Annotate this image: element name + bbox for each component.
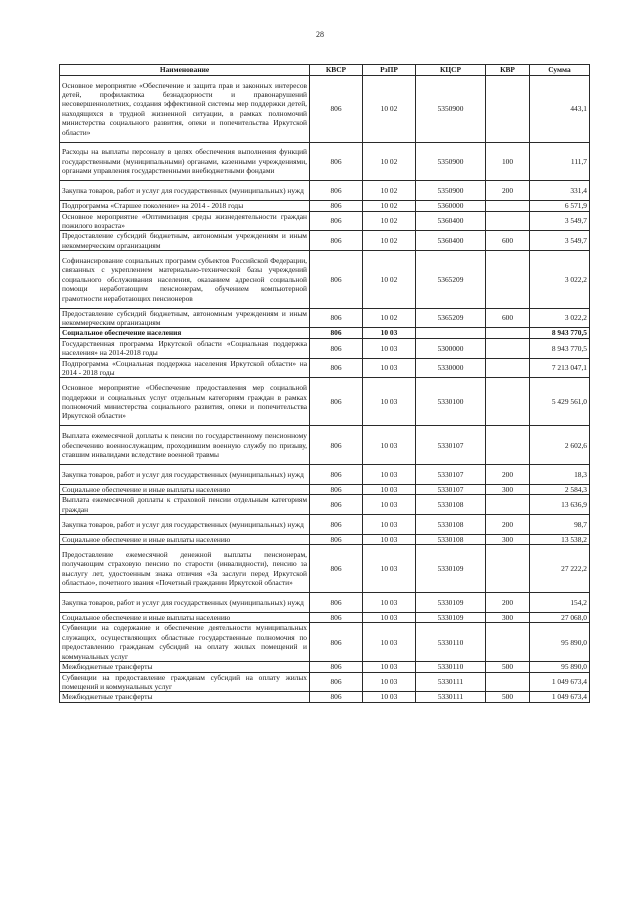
row-name: Социальное обеспечение населения [60, 328, 310, 338]
row-name: Выплата ежемесячной доплаты к страховой пенсии отдельным категориям граждан [60, 495, 310, 515]
row-kvsr: 806 [310, 76, 363, 143]
row-name: Основное мероприятие «Оптимизация среды жизнедеятельности граждан пожилого возраста» [60, 211, 310, 231]
table-row [60, 545, 590, 593]
row-kvsr: 806 [310, 692, 363, 702]
table-row [60, 495, 590, 515]
row-kvr: 300 [486, 613, 530, 623]
row-kvsr: 806 [310, 426, 363, 465]
row-sum: 13 538,2 [530, 534, 590, 544]
row-rzpr: 10 03 [363, 465, 416, 485]
row-kvsr: 806 [310, 593, 363, 613]
row-kcsr: 5330108 [416, 515, 486, 535]
row-kvr: 600 [486, 308, 530, 328]
row-kvr: 200 [486, 181, 530, 201]
row-kvr [486, 201, 530, 211]
row-kvr: 100 [486, 142, 530, 181]
table-row [60, 378, 590, 426]
row-kcsr: 5330107 [416, 465, 486, 485]
row-kvr [486, 251, 530, 308]
row-name: Социальное обеспечение и иные выплаты населению [60, 613, 310, 623]
row-kvsr: 806 [310, 211, 363, 231]
row-name: Подпрограмма «Социальная поддержка населения Иркутской области» на 2014 - 2018 годы [60, 358, 310, 378]
row-kcsr: 5350900 [416, 142, 486, 181]
row-kvr [486, 672, 530, 692]
row-kvr: 300 [486, 484, 530, 494]
row-sum: 8 943 770,5 [530, 328, 590, 338]
row-rzpr: 10 03 [363, 338, 416, 358]
row-kcsr: 5330108 [416, 534, 486, 544]
table-row [60, 534, 590, 544]
row-rzpr: 10 02 [363, 231, 416, 251]
table-row [60, 328, 590, 338]
row-sum: 13 636,9 [530, 495, 590, 515]
row-rzpr: 10 03 [363, 495, 416, 515]
table-row [60, 142, 590, 181]
row-name: Межбюджетные трансферты [60, 692, 310, 702]
table-row [60, 251, 590, 308]
row-name: Межбюджетные трансферты [60, 662, 310, 672]
header-rzpr: РзПР [363, 65, 416, 76]
row-rzpr: 10 02 [363, 181, 416, 201]
row-kcsr [416, 328, 486, 338]
row-sum: 98,7 [530, 515, 590, 535]
row-name: Субвенции на содержание и обеспечение деятельности муниципальных служащих, осуществляющих областные государственные полномочия по предоставлению гражданам субсидий на оплату жилых помещений и коммунальных услуг [60, 623, 310, 662]
table-row [60, 692, 590, 702]
row-sum: 27 068,0 [530, 613, 590, 623]
row-rzpr: 10 03 [363, 613, 416, 623]
row-kvr: 200 [486, 465, 530, 485]
row-kvsr: 806 [310, 231, 363, 251]
row-sum: 1 049 673,4 [530, 692, 590, 702]
row-kcsr: 5360400 [416, 211, 486, 231]
row-name: Государственная программа Иркутской области «Социальная поддержка населения» на 2014-2018 годы [60, 338, 310, 358]
table-row [60, 211, 590, 231]
row-kvsr: 806 [310, 672, 363, 692]
table-row [60, 613, 590, 623]
row-name: Предоставление субсидий бюджетным, автономным учреждениям и иным некоммерческим организациям [60, 308, 310, 328]
row-kcsr: 5360000 [416, 201, 486, 211]
row-kcsr: 5300000 [416, 338, 486, 358]
row-name: Подпрограмма «Старшее поколение» на 2014 - 2018 годы [60, 201, 310, 211]
row-kvsr: 806 [310, 142, 363, 181]
row-sum: 27 222,2 [530, 545, 590, 593]
row-kvsr: 806 [310, 662, 363, 672]
row-sum: 111,7 [530, 142, 590, 181]
row-kvsr: 806 [310, 328, 363, 338]
row-name: Закупка товаров, работ и услуг для государственных (муниципальных) нужд [60, 593, 310, 613]
row-rzpr: 10 02 [363, 76, 416, 143]
table-row [60, 201, 590, 211]
row-kvr [486, 495, 530, 515]
row-kcsr: 5330107 [416, 426, 486, 465]
row-rzpr: 10 02 [363, 142, 416, 181]
table-row [60, 515, 590, 535]
table-row [60, 623, 590, 662]
table-row [60, 662, 590, 672]
row-kvsr: 806 [310, 251, 363, 308]
row-rzpr: 10 03 [363, 358, 416, 378]
row-kcsr: 5330111 [416, 672, 486, 692]
row-name: Предоставление субсидий бюджетным, автономным учреждениям и иным некоммерческим организациям [60, 231, 310, 251]
row-kvsr: 806 [310, 358, 363, 378]
row-kvr: 300 [486, 534, 530, 544]
row-kcsr: 5330000 [416, 358, 486, 378]
row-rzpr: 10 03 [363, 662, 416, 672]
table-header-row [60, 65, 590, 76]
row-name: Выплата ежемесячной доплаты к пенсии по государственному пенсионному обеспечению военнослужащим, проходившим военную службу по призыву, ставшим инвалидами вследствие военной травмы [60, 426, 310, 465]
row-rzpr: 10 03 [363, 328, 416, 338]
row-kvsr: 806 [310, 484, 363, 494]
header-kvr: КВР [486, 65, 530, 76]
row-kvsr: 806 [310, 201, 363, 211]
table-row [60, 308, 590, 328]
row-kvsr: 806 [310, 181, 363, 201]
row-rzpr: 10 02 [363, 211, 416, 231]
row-name: Расходы на выплаты персоналу в целях обеспечения выполнения функций государственными (муниципальными) органами, казенными учреждениями, органами управления государственными внебюджетными фондами [60, 142, 310, 181]
row-kcsr: 5330110 [416, 662, 486, 672]
row-rzpr: 10 03 [363, 515, 416, 535]
row-kcsr: 5360400 [416, 231, 486, 251]
row-rzpr: 10 03 [363, 593, 416, 613]
row-kvr: 200 [486, 593, 530, 613]
row-sum: 3 022,2 [530, 251, 590, 308]
header-kcsr: КЦСР [416, 65, 486, 76]
row-rzpr: 10 02 [363, 308, 416, 328]
row-name: Субвенции на предоставление гражданам субсидий на оплату жилых помещений и коммунальных услуг [60, 672, 310, 692]
row-kvr [486, 426, 530, 465]
row-kvsr: 806 [310, 338, 363, 358]
table-row [60, 484, 590, 494]
row-kvr [486, 211, 530, 231]
row-rzpr: 10 03 [363, 623, 416, 662]
budget-table [59, 64, 590, 703]
row-kvr [486, 623, 530, 662]
row-name: Закупка товаров, работ и услуг для государственных (муниципальных) нужд [60, 515, 310, 535]
row-kvsr: 806 [310, 515, 363, 535]
row-sum: 7 213 047,1 [530, 358, 590, 378]
row-kvr [486, 338, 530, 358]
row-rzpr: 10 03 [363, 672, 416, 692]
table-row [60, 76, 590, 143]
row-name: Социальное обеспечение и иные выплаты населению [60, 484, 310, 494]
row-kcsr: 5330109 [416, 545, 486, 593]
row-kvsr: 806 [310, 613, 363, 623]
row-kcsr: 5350900 [416, 76, 486, 143]
table-row [60, 465, 590, 485]
row-kvr [486, 76, 530, 143]
row-kvsr: 806 [310, 378, 363, 426]
row-sum: 3 022,2 [530, 308, 590, 328]
row-kcsr: 5350900 [416, 181, 486, 201]
row-rzpr: 10 02 [363, 201, 416, 211]
row-sum: 8 943 770,5 [530, 338, 590, 358]
row-kcsr: 5365209 [416, 308, 486, 328]
row-rzpr: 10 03 [363, 484, 416, 494]
row-sum: 18,3 [530, 465, 590, 485]
row-kcsr: 5330108 [416, 495, 486, 515]
row-sum: 3 549,7 [530, 231, 590, 251]
table-row [60, 672, 590, 692]
row-rzpr: 10 03 [363, 545, 416, 593]
header-sum: Сумма [530, 65, 590, 76]
row-name: Основное мероприятие «Обеспечение и защита прав и законных интересов детей, профилактика безнадзорности и правонарушений несовершеннолетних, создания эффективной системы мер поддержки детей, находящихся в трудной жизненной ситуации, в рамках полномочий министерства социального развития, опеки и попечительства Иркутской области» [60, 76, 310, 143]
table-row [60, 426, 590, 465]
row-rzpr: 10 03 [363, 426, 416, 465]
row-name: Предоставление ежемесячной денежной выплаты пенсионерам, получающим страховую пенсию по старости (инвалидности), пенсию за выслугу лет, удостоенным знака отличия «За заслуги перед Иркутской областью», почетного звания «Почетный гражданин Иркутской области» [60, 545, 310, 593]
row-kvsr: 806 [310, 545, 363, 593]
row-rzpr: 10 03 [363, 534, 416, 544]
row-kvr [486, 545, 530, 593]
row-kcsr: 5330111 [416, 692, 486, 702]
row-sum: 95 890,0 [530, 623, 590, 662]
table-row [60, 231, 590, 251]
row-kvr [486, 378, 530, 426]
table-row [60, 338, 590, 358]
row-sum: 95 890,0 [530, 662, 590, 672]
row-sum: 2 584,3 [530, 484, 590, 494]
row-rzpr: 10 02 [363, 251, 416, 308]
row-name: Закупка товаров, работ и услуг для государственных (муниципальных) нужд [60, 465, 310, 485]
row-name: Закупка товаров, работ и услуг для государственных (муниципальных) нужд [60, 181, 310, 201]
row-sum: 443,1 [530, 76, 590, 143]
row-kvsr: 806 [310, 465, 363, 485]
row-sum: 1 049 673,4 [530, 672, 590, 692]
row-rzpr: 10 03 [363, 692, 416, 702]
row-kcsr: 5330100 [416, 378, 486, 426]
row-kcsr: 5330109 [416, 593, 486, 613]
row-rzpr: 10 03 [363, 378, 416, 426]
row-kvsr: 806 [310, 308, 363, 328]
header-kvsr: КВСР [310, 65, 363, 76]
row-name: Основное мероприятие «Обеспечение предоставления мер социальной поддержки и социальных услуг отдельным категориям граждан в рамках полномочий министерства социального развития, опеки и попечительства Иркутской области» [60, 378, 310, 426]
row-kcsr: 5330109 [416, 613, 486, 623]
row-name: Софинансирование социальных программ субъектов Российской Федерации, связанных с укреплением материально-технической базы учреждений социального обслуживания населения, оказанием адресной социальной помощи неработающим пенсионерам, обучением компьютерной грамотности неработающих пенсионеров [60, 251, 310, 308]
row-kvr: 500 [486, 692, 530, 702]
row-kvr: 200 [486, 515, 530, 535]
row-sum: 6 571,9 [530, 201, 590, 211]
row-kvsr: 806 [310, 495, 363, 515]
row-sum: 154,2 [530, 593, 590, 613]
row-name: Социальное обеспечение и иные выплаты населению [60, 534, 310, 544]
row-kvsr: 806 [310, 534, 363, 544]
row-kcsr: 5365209 [416, 251, 486, 308]
row-kvr: 600 [486, 231, 530, 251]
table-row [60, 181, 590, 201]
table-row [60, 358, 590, 378]
row-sum: 5 429 561,0 [530, 378, 590, 426]
page-number: 28 [316, 30, 324, 39]
row-kvr: 500 [486, 662, 530, 672]
row-sum: 331,4 [530, 181, 590, 201]
row-sum: 3 549,7 [530, 211, 590, 231]
row-kcsr: 5330110 [416, 623, 486, 662]
row-kvr [486, 358, 530, 378]
row-sum: 2 602,6 [530, 426, 590, 465]
row-kcsr: 5330107 [416, 484, 486, 494]
header-name: Наименование [60, 65, 310, 76]
row-kvsr: 806 [310, 623, 363, 662]
table-row [60, 593, 590, 613]
row-kvr [486, 328, 530, 338]
